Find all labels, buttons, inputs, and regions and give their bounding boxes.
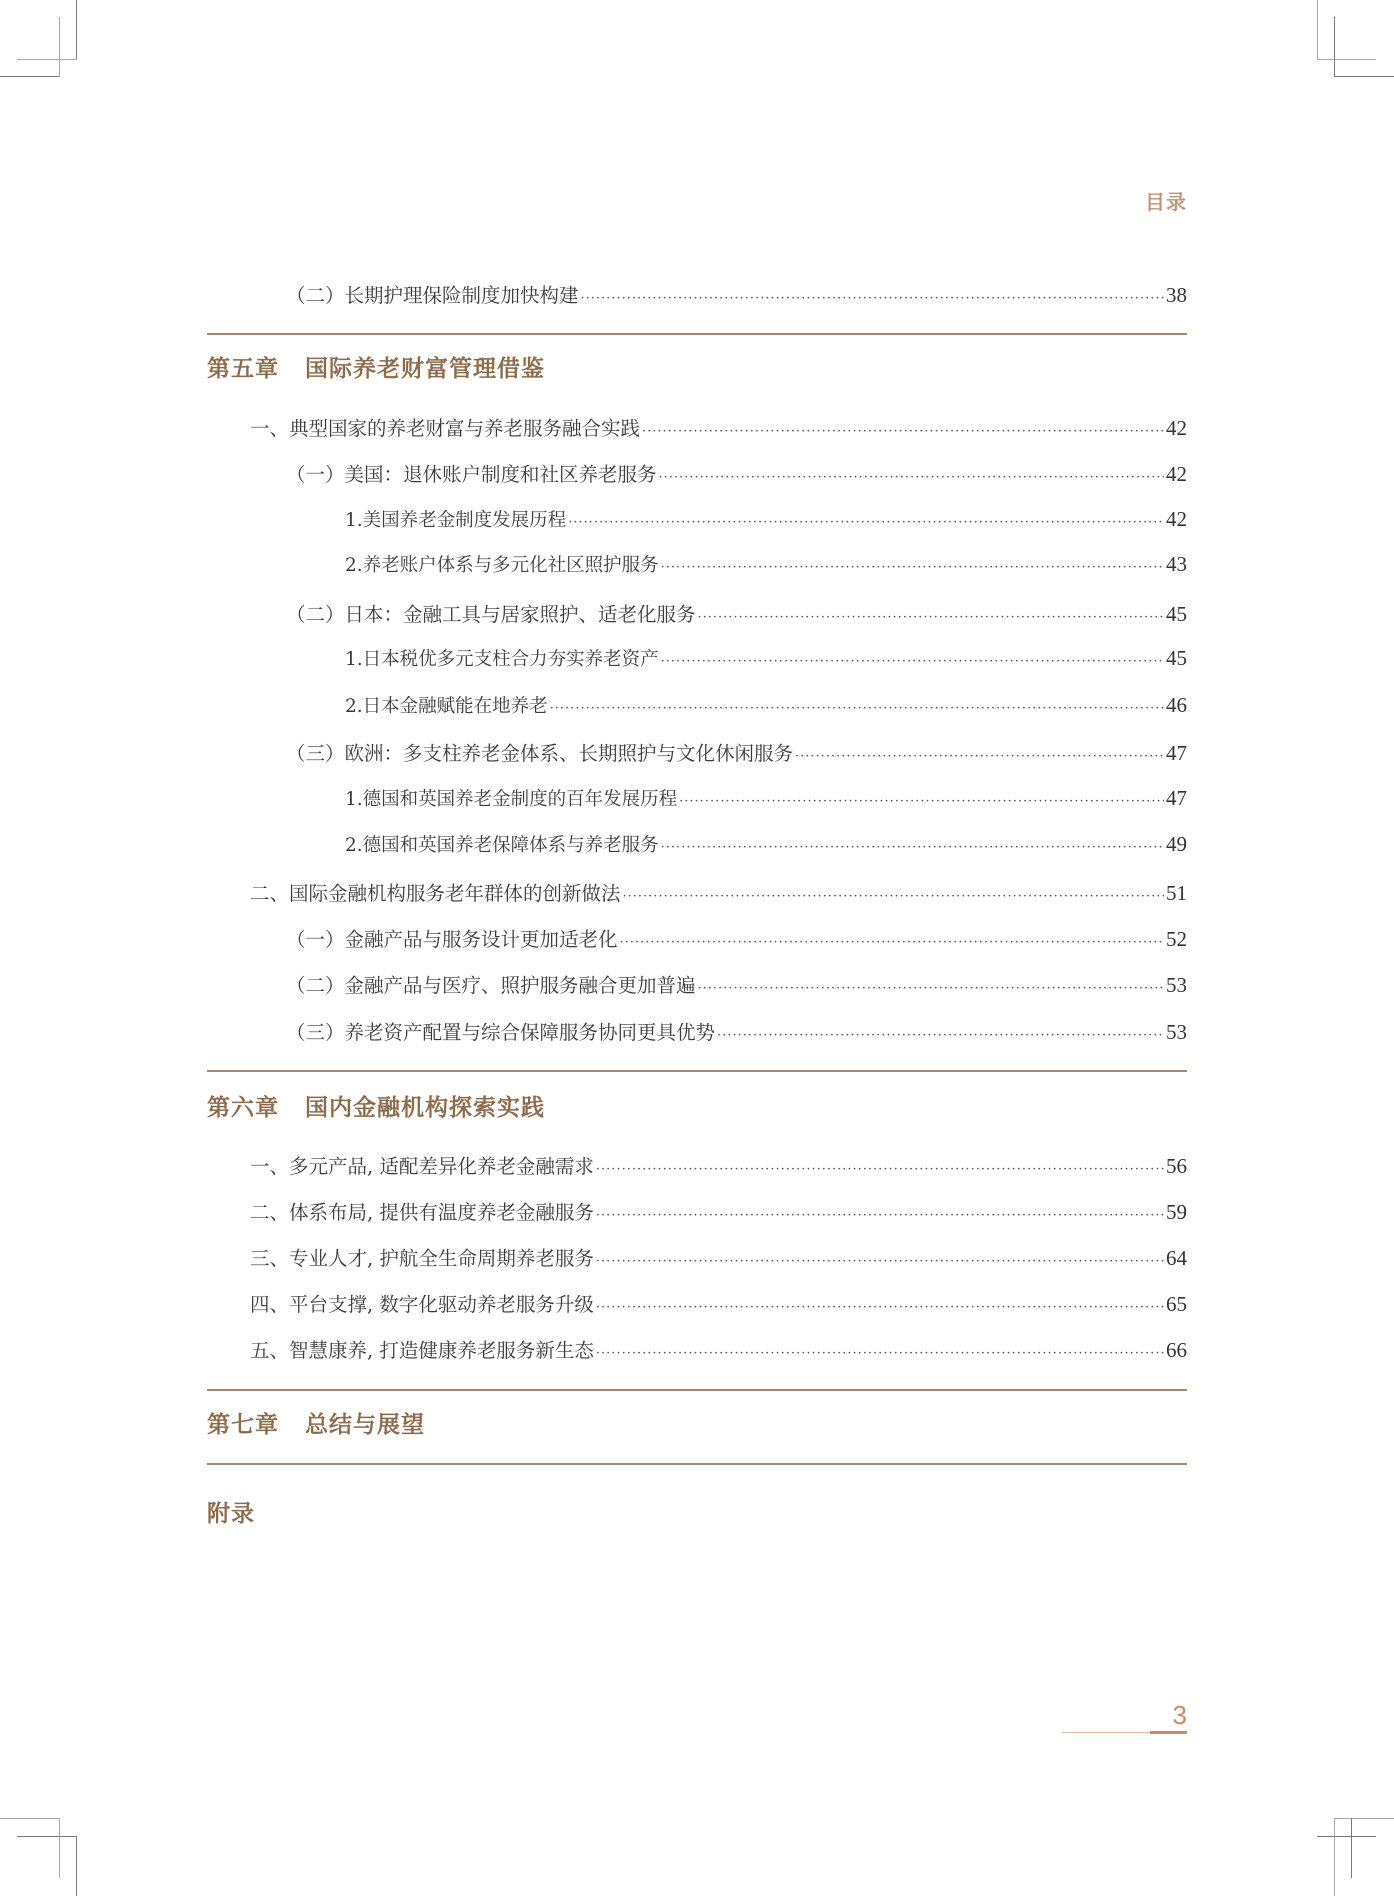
toc-entry[interactable] [286,459,1187,487]
dot-leader [550,702,1164,715]
toc-entry-title: （二）金融产品与医疗、照护服务融合更加普遍 [286,974,696,997]
toc-entry-page: 53 [1166,1020,1187,1044]
chapter-number: 第五章 [207,355,279,382]
dot-leader [596,1301,1164,1314]
toc-entry[interactable] [286,738,1187,766]
toc-entry[interactable] [345,831,1187,857]
dot-leader [623,890,1164,903]
crop-mark [76,0,77,59]
crop-mark [0,76,59,77]
toc-entry-title: 二、国际金融机构服务老年群体的创新做法 [250,882,621,905]
dot-leader [795,750,1164,763]
chapter-title: 国内金融机构探索实践 [305,1094,545,1121]
toc-entry-title: 1.日本税优多元支柱合力夯实养老资产 [345,649,659,670]
running-head: 目录 [1145,190,1187,214]
toc-entry-page: 53 [1166,973,1187,997]
toc-entry-title: 1.美国养老金制度发展历程 [345,510,567,531]
toc-entry-title: （三）欧洲：多支柱养老金体系、长期照护与文化休闲服务 [286,742,794,765]
page-number: 3 [1172,1700,1187,1730]
dot-leader [596,1163,1164,1176]
toc-entry-page: 42 [1166,416,1187,440]
toc-entry[interactable] [345,645,1187,671]
toc-entry-title: （一）金融产品与服务设计更加适老化 [286,928,618,951]
crop-mark [76,1836,77,1896]
chapter-number: 第七章 [207,1411,279,1438]
toc-entry-page: 47 [1166,741,1187,765]
toc-entry-title: 一、典型国家的养老财富与养老服务融合实践 [250,417,641,440]
toc-entry[interactable] [250,413,1187,441]
toc-entry-title: （二）日本：金融工具与居家照护、适老化服务 [286,603,696,626]
toc-entry-page: 42 [1166,507,1187,531]
toc-entry-title: 三、专业人才, 护航全生命周期养老服务 [250,1247,594,1270]
toc-entry-page: 38 [1166,283,1187,307]
toc-entry-page: 47 [1166,786,1187,810]
crop-mark [1334,17,1335,77]
chapter-heading[interactable] [207,350,545,383]
toc-entry-title: 四、平台支撑, 数字化驱动养老服务升级 [250,1293,594,1316]
dot-leader [661,655,1164,668]
dot-leader [568,516,1164,529]
dot-leader [679,795,1164,808]
toc-entry[interactable] [286,280,1187,308]
dot-leader [717,1029,1164,1042]
toc-entry[interactable] [286,924,1187,952]
toc-entry-page: 45 [1166,602,1187,626]
crop-mark [17,1836,77,1837]
crop-mark [0,1818,59,1819]
toc-entry[interactable] [250,1197,1187,1225]
chapter-title: 总结与展望 [305,1411,425,1438]
toc-entry-title: 1.德国和英国养老金制度的百年发展历程 [345,789,678,810]
toc-entry-page: 45 [1166,646,1187,670]
divider [207,1070,1187,1072]
dot-leader [698,982,1164,995]
crop-mark [1317,1836,1376,1837]
dot-leader [661,561,1164,574]
toc-entry[interactable] [250,1151,1187,1179]
toc-entry-title: （三）养老资产配置与综合保障服务协同更具优势 [286,1021,716,1044]
dot-leader [596,1255,1164,1268]
appendix-heading[interactable]: 附录 [207,1500,255,1527]
divider [207,333,1187,335]
dot-leader [596,1209,1164,1222]
crop-mark [1334,1818,1335,1896]
toc-entry-title: 一、多元产品, 适配差异化养老金融需求 [250,1155,594,1178]
chapter-heading[interactable] [207,1089,545,1122]
page-number-underline [1150,1731,1187,1734]
crop-mark [1334,76,1394,77]
toc-entry-page: 66 [1166,1338,1187,1362]
chapter-number: 第六章 [207,1094,279,1121]
crop-mark [17,59,77,60]
crop-mark [1317,0,1318,59]
dot-leader [620,936,1164,949]
toc-entry-page: 56 [1166,1154,1187,1178]
toc-entry[interactable] [345,551,1187,577]
toc-entry-page: 59 [1166,1200,1187,1224]
toc-entry-page: 46 [1166,693,1187,717]
dot-leader [698,611,1164,624]
crop-mark [1351,1818,1352,1878]
dot-leader [596,1347,1164,1360]
chapter-title: 国际养老财富管理借鉴 [305,355,545,382]
crop-mark [1334,1818,1394,1819]
toc-entry[interactable] [345,692,1187,718]
toc-entry-title: （一）美国：退休账户制度和社区养老服务 [286,463,657,486]
crop-mark [59,17,60,77]
toc-entry[interactable] [250,1335,1187,1363]
toc-entry-page: 43 [1166,552,1187,576]
toc-entry[interactable] [345,785,1187,811]
toc-entry[interactable] [286,599,1187,627]
toc-entry[interactable] [250,878,1187,906]
toc-entry[interactable] [250,1243,1187,1271]
toc-entry-title: 2.日本金融赋能在地养老 [345,696,548,717]
dot-leader [642,425,1164,438]
toc-entry-page: 51 [1166,881,1187,905]
toc-entry[interactable] [286,970,1187,998]
toc-entry-title: 二、体系布局, 提供有温度养老金融服务 [250,1201,594,1224]
toc-entry-title: 2.德国和英国养老保障体系与养老服务 [345,835,659,856]
toc-entry-page: 49 [1166,832,1187,856]
toc-entry-page: 65 [1166,1292,1187,1316]
crop-mark [1317,59,1376,60]
toc-entry-page: 52 [1166,927,1187,951]
dot-leader [581,292,1164,305]
toc-entry-title: 2.养老账户体系与多元化社区照护服务 [345,555,659,576]
dot-leader [659,471,1164,484]
toc-entry[interactable] [250,1289,1187,1317]
chapter-heading[interactable] [207,1406,425,1439]
toc-entry-title: 五、智慧康养, 打造健康养老服务新生态 [250,1339,594,1362]
divider [207,1389,1187,1391]
toc-entry[interactable] [286,1017,1187,1045]
toc-entry-title: （二）长期护理保险制度加快构建 [286,284,579,307]
toc-entry[interactable] [345,506,1187,532]
divider [207,1463,1187,1465]
toc-entry-page: 42 [1166,462,1187,486]
dot-leader [661,841,1164,854]
toc-entry-page: 64 [1166,1246,1187,1270]
crop-mark [59,1818,60,1878]
